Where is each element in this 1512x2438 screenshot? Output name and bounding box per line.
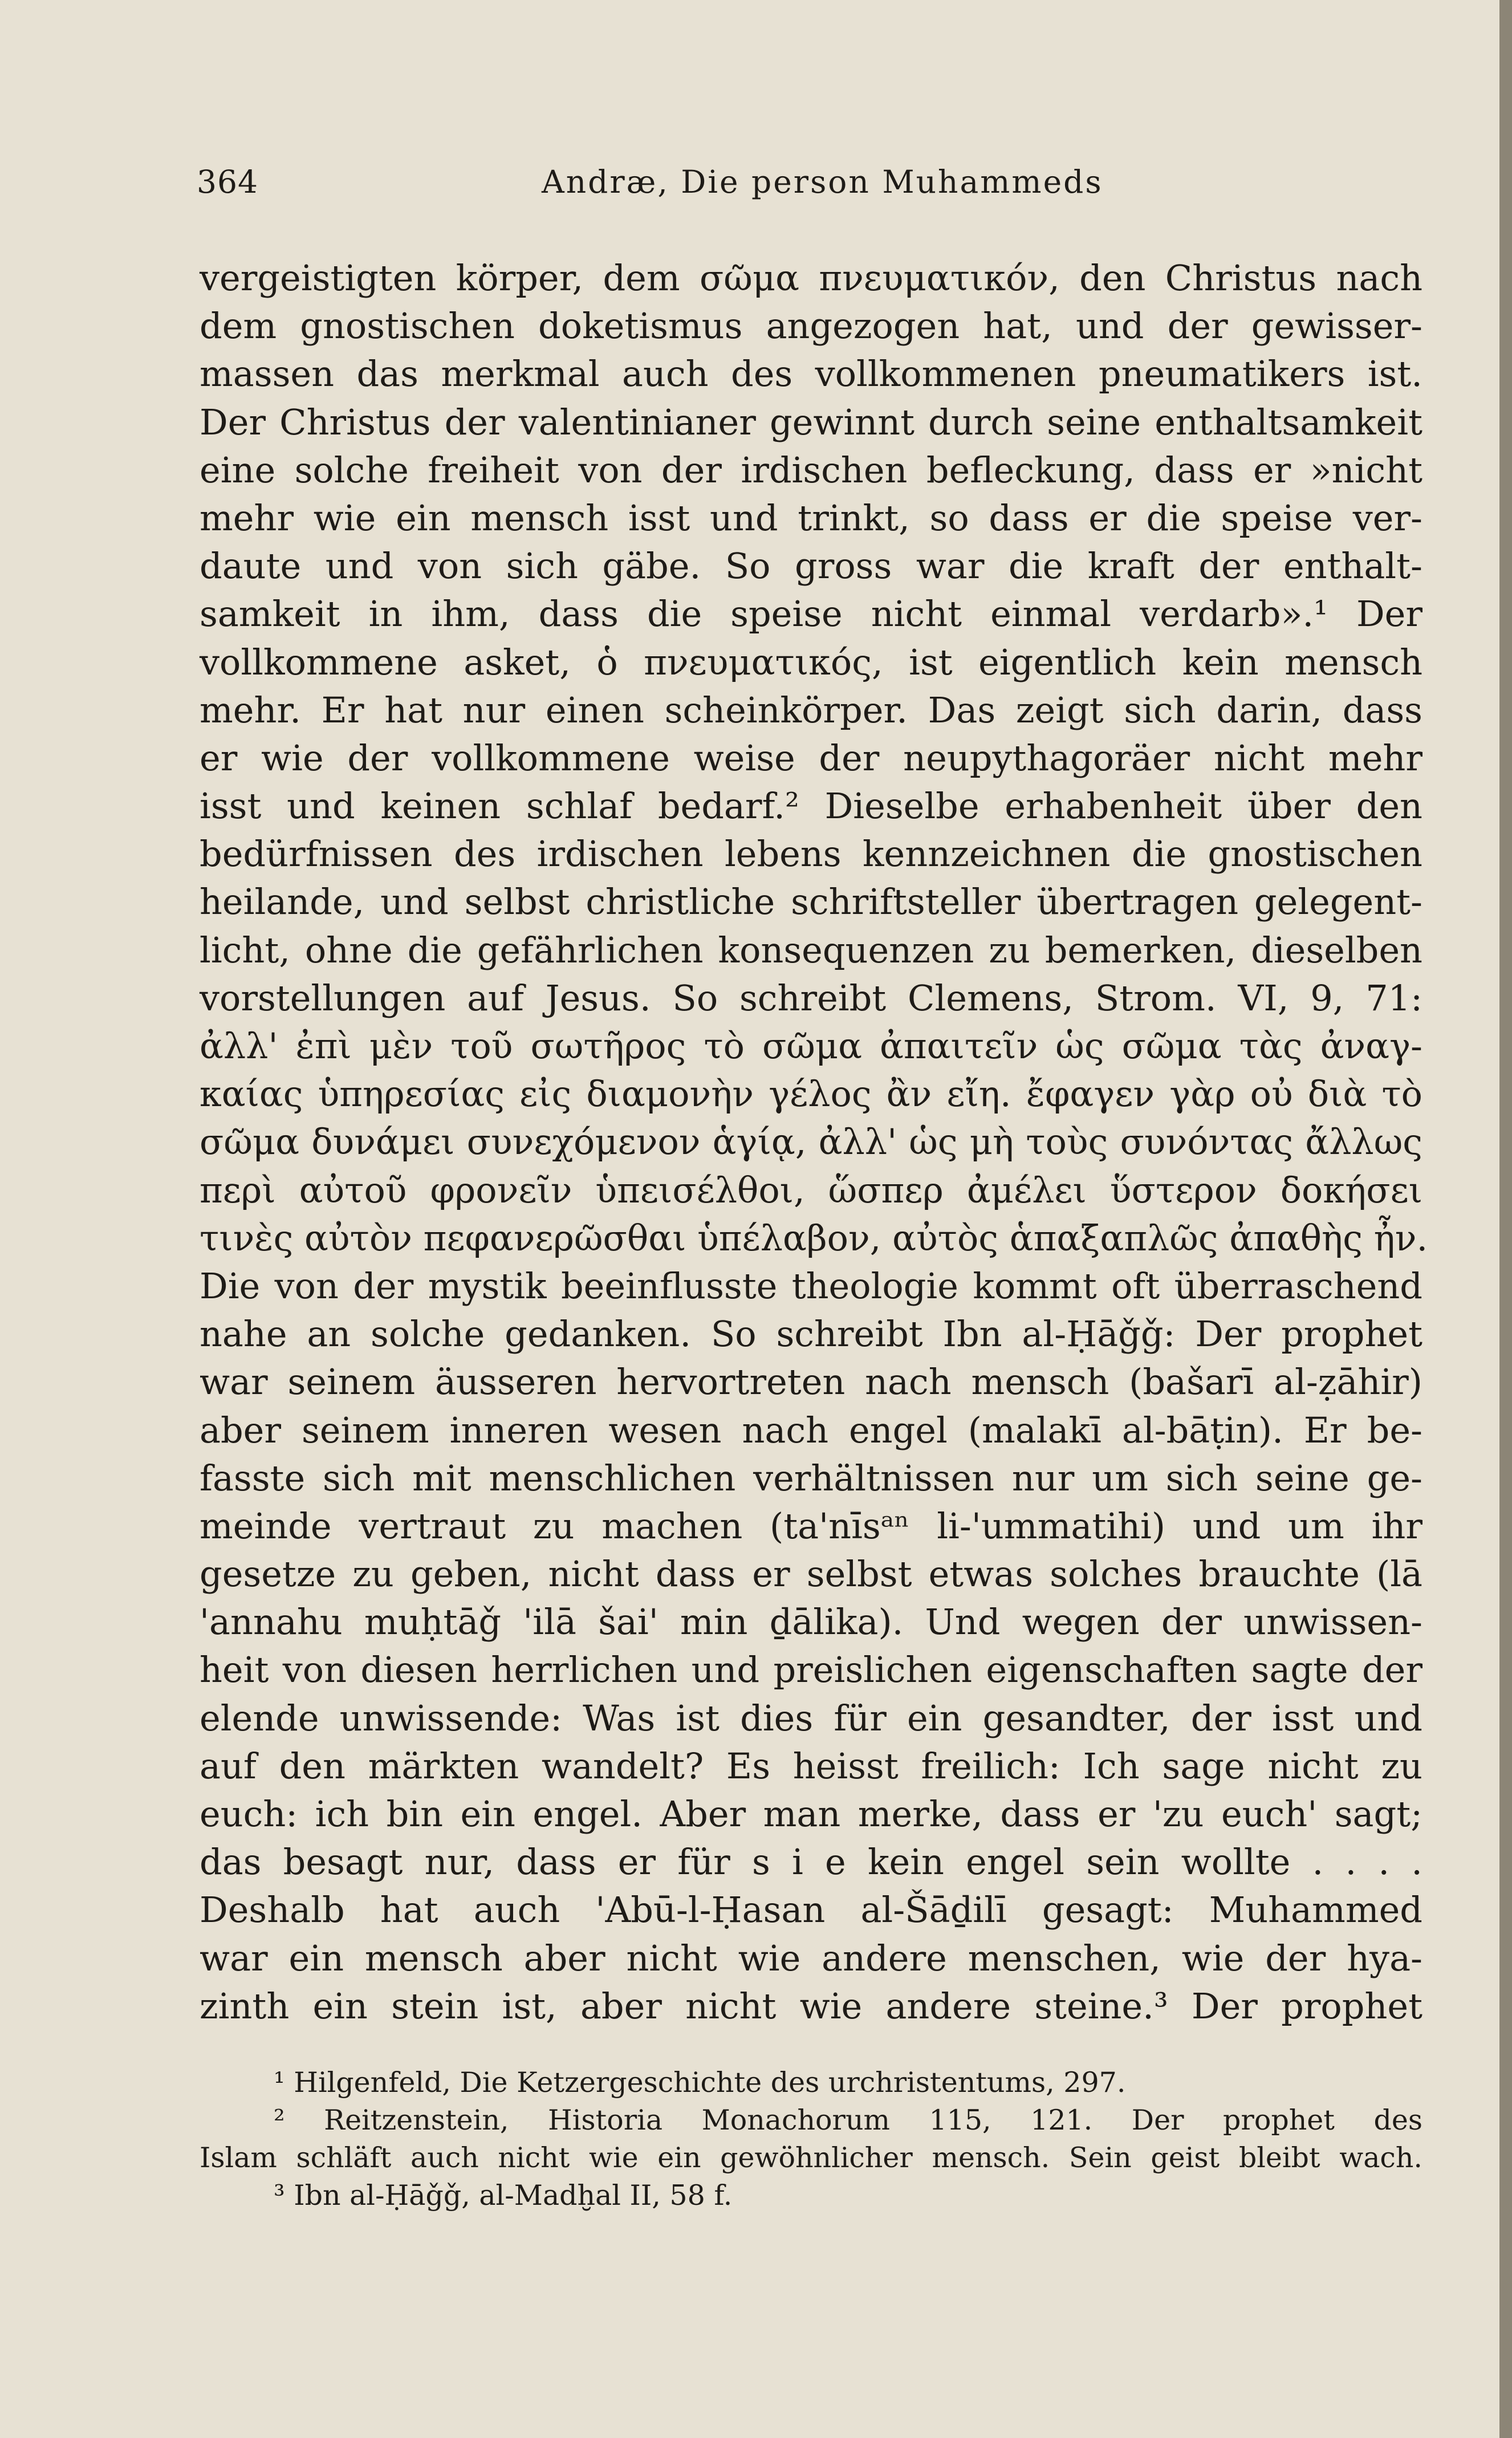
text-line: daute und von sich gäbe. So gross war die kraft der enthalt- [200, 545, 1422, 587]
text-line: 'annahu muḥtāǧ 'ilā šai' min ḏālika). Und wegen der unwissen- [200, 1601, 1422, 1643]
text-line: zinth ein stein ist, aber nicht wie andere steine.³ Der prophet [200, 1985, 1422, 2027]
text-line: aber seinem inneren wesen nach engel (malakī al-bāṭin). Er be- [200, 1409, 1422, 1451]
text-line: samkeit in ihm, dass die speise nicht einmal verdarb».¹ Der [200, 593, 1422, 635]
footnote-2-continued: Islam schläft auch nicht wie ein gewöhnlicher mensch. Sein geist bleibt wach. [200, 2142, 1422, 2174]
text-line: Deshalb hat auch 'Abū-l-Ḥasan al-Šāḏilī gesagt: Muhammed [200, 1889, 1422, 1931]
text-line: dem gnostischen doketismus angezogen hat, und der gewisser- [200, 305, 1422, 347]
text-line: euch: ich bin ein engel. Aber man merke, dass er 'zu euch' sagt; [200, 1793, 1422, 1835]
text-line: mehr wie ein mensch isst und trinkt, so dass er die speise ver- [200, 497, 1422, 539]
text-line: Der Christus der valentinianer gewinnt durch seine enthaltsamkeit [200, 401, 1422, 443]
body-text [200, 254, 1428, 2030]
text-line: isst und keinen schlaf bedarf.² Dieselbe erhabenheit über den [200, 785, 1422, 827]
greek-quote-line: σῶμα δυνάμει συνεχόμενον ἁγίᾳ, ἀλλ' ὡς μὴ τοὺς συνόντας ἄλλως [200, 1121, 1422, 1163]
greek-quote-line: καίας ὑπηρεσίας εἰς διαμονὴν γέλος ἂν εἴη. ἔφαγεν γὰρ οὐ διὰ τὸ [200, 1073, 1422, 1115]
text-line: mehr. Er hat nur einen scheinkörper. Das zeigt sich darin, dass [200, 689, 1422, 731]
running-title: Andræ, Die person Muhammeds [542, 164, 1103, 200]
text-line: Die von der mystik beeinflusste theologie kommt oft überraschend [200, 1265, 1422, 1307]
greek-quote-line: ἀλλ' ἐπὶ μὲν τοῦ σωτῆρος τὸ σῶμα ἀπαιτεῖν ὡς σῶμα τὰς ἀναγ- [200, 1025, 1422, 1067]
footnote-1: ¹ Hilgenfeld, Die Ketzergeschichte des urchristentums, 297. [274, 2066, 1126, 2099]
footnotes [200, 2064, 1422, 2214]
text-line: heilande, und selbst christliche schriftsteller übertragen gelegent- [200, 881, 1422, 923]
greek-quote-line: τινὲς αὐτὸν πεφανερῶσθαι ὑπέλαβον, αὐτὸς ἁπαξαπλῶς ἀπαθὴς ἦν. [200, 1217, 1428, 1259]
page-number: 364 [197, 164, 258, 200]
text-line: war ein mensch aber nicht wie andere menschen, wie der hya- [200, 1937, 1422, 1979]
text-line: fasste sich mit menschlichen verhältnissen nur um sich seine ge- [200, 1457, 1422, 1499]
text-line: bedürfnissen des irdischen lebens kennzeichnen die gnostischen [200, 833, 1422, 875]
text-line: vollkommene asket, ὁ πνευματικός, ist eigentlich kein mensch [200, 641, 1422, 683]
text-line: vorstellungen auf Jesus. So schreibt Clemens, Strom. VI, 9, 71: [200, 977, 1422, 1019]
text-line: gesetze zu geben, nicht dass er selbst etwas solches brauchte (lā [200, 1553, 1422, 1595]
page-edge-shadow [1499, 0, 1512, 2438]
text-line: massen das merkmal auch des vollkommenen pneumatikers ist. [200, 353, 1422, 395]
footnote-3: ³ Ibn al-Ḥāǧǧ, al-Madḫal II, 58 f. [274, 2179, 733, 2212]
text-line: heit von diesen herrlichen und preislichen eigenschaften sagte der [200, 1649, 1422, 1691]
text-line: licht, ohne die gefährlichen konsequenzen zu bemerken, dieselben [200, 929, 1422, 971]
text-line: elende unwissende: Was ist dies für ein gesandter, der isst und [200, 1697, 1422, 1739]
text-line: er wie der vollkommene weise der neupythagoräer nicht mehr [200, 737, 1422, 779]
text-line: nahe an solche gedanken. So schreibt Ibn al-Ḥāǧǧ: Der prophet [200, 1313, 1422, 1355]
text-line: das besagt nur, dass er für s i e kein engel sein wollte . . . . [200, 1841, 1422, 1883]
text-line: auf den märkten wandelt? Es heisst freilich: Ich sage nicht zu [200, 1745, 1422, 1787]
footnote-2: ² Reitzenstein, Historia Monachorum 115, 121. Der prophet des [274, 2104, 1422, 2136]
text-line: vergeistigten körper, dem σῶμα πνευματικόν, den Christus nach [200, 257, 1422, 299]
text-line: meinde vertraut zu machen (ta'nīsᵃⁿ li-'ummatihi) und um ihr [200, 1505, 1422, 1547]
text-line: war seinem äusseren hervortreten nach mensch (bašarī al-ẓāhir) [200, 1361, 1422, 1403]
text-line: eine solche freiheit von der irdischen befleckung, dass er »nicht [200, 449, 1422, 491]
greek-quote-line: περὶ αὐτοῦ φρονεῖν ὑπεισέλθοι, ὥσπερ ἀμέλει ὕστερον δοκήσει [200, 1169, 1422, 1211]
